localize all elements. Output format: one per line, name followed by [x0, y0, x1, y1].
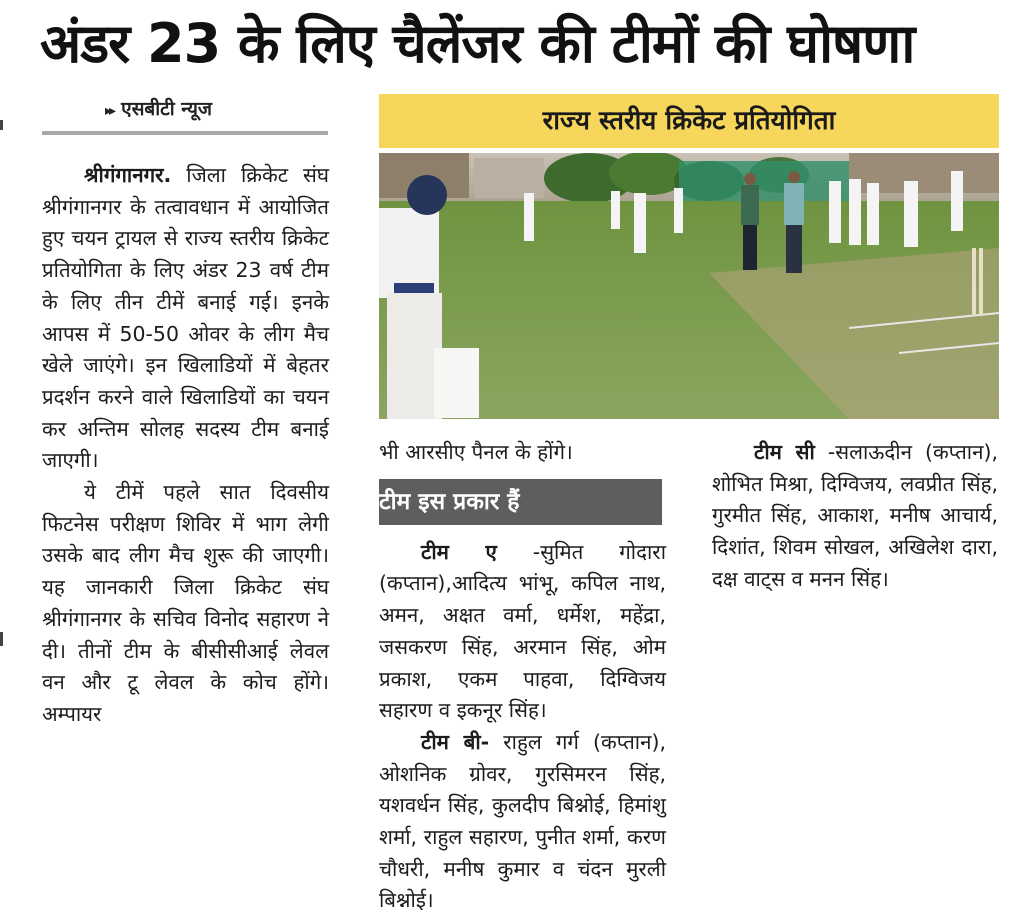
team-b-members: राहुल गर्ग (कप्तान), ओशनिक ग्रोवर, गुरसिमरन सिंह, यशवर्धन सिंह, कुलदीप बिश्नोई, हिमांशु शर्मा, राहुल सहारण, पुनीत शर्मा, करण चौधरी, मनीष कुमार व चंदन मुरली बिश्नोई।	[379, 729, 666, 913]
dateline: श्रीगंगानगर.	[84, 163, 172, 187]
byline-source: एसबीटी न्यूज	[121, 98, 213, 120]
byline-rule	[42, 131, 328, 135]
margin-mark-bottom	[0, 632, 3, 646]
team-c-members: -सलाऊदीन (कप्तान), शोभित मिश्रा, दिग्विजय, लवप्रीत सिंह, गुरमीत सिंह, आकाश, मनीष आचार्य, दिशांत, शिवम सोखल, अखिलेश दारा, दक्ष वाट्स व मनन सिंह।	[712, 440, 998, 591]
byline	[105, 95, 212, 123]
section-subhead: राज्य स्तरीय क्रिकेट प्रतियोगिता	[379, 94, 999, 148]
article-paragraph-2: ये टीमें पहले सात दिवसीय फिटनेस परीक्षण शिविर में भाग लेगी उसके बाद लीग मैच शुरू की जाएगी। यह जानकारी जिला क्रिकेट संघ श्रीगंगानगर के सचिव विनोद सहारण ने दी। तीनों टीम के बीसीसीआई लेवल वन और टू लेवल के कोच होंगे। अम्पायर	[42, 480, 329, 726]
article-column-1	[42, 160, 329, 731]
paragraph-1-text: जिला क्रिकेट संघ श्रीगंगानगर के तत्वावधान में आयोजित हुए चयन ट्रायल से राज्य स्तरीय क्रिकेट प्रतियोगिता के लिए अंडर 23 वर्ष टीम के लिए तीन टीमें बनाई गई। इनके आपस में 50-50 ओवर के लीग मैच खेले जाएंगे। इन खिलाडियों में बेहतर प्रदर्शन करने वाले खिलाडियों का चयन कर अन्तिम सोलह सदस्य टीम बनाई जाएगी।	[42, 163, 329, 473]
article-column-3	[712, 437, 998, 596]
team-c-paragraph	[712, 437, 998, 596]
article-column-2	[379, 437, 666, 917]
team-a-label: टीम ए	[421, 539, 497, 564]
team-b-label: टीम बी-	[421, 729, 490, 754]
paragraph-2-continued: भी आरसीए पैनल के होंगे।	[379, 440, 573, 464]
team-b-paragraph	[379, 727, 666, 917]
article-paragraph-1	[42, 160, 329, 477]
margin-mark-top	[0, 120, 3, 130]
teams-banner: टीम इस प्रकार हैं	[379, 479, 662, 525]
headline: अंडर 23 के लिए चैलेंजर की टीमों की घोषणा	[40, 12, 915, 75]
double-arrow-icon: ▸▸	[105, 103, 114, 119]
team-a-members: -सुमित गोदारा (कप्तान),आदित्य भांभू, कपिल नाथ, अमन, अक्षत वर्मा, धर्मेश, महेंद्रा, जसकरण सिंह, अरमान सिंह, ओम प्रकाश, एकम पाहवा, दिग्विजय सहारण व इकनूर सिंह।	[379, 539, 667, 723]
cricket-practice-photo	[379, 153, 999, 419]
team-c-label: टीम सी	[754, 440, 815, 464]
team-a-paragraph	[379, 537, 666, 727]
photo-illustration	[379, 153, 999, 419]
